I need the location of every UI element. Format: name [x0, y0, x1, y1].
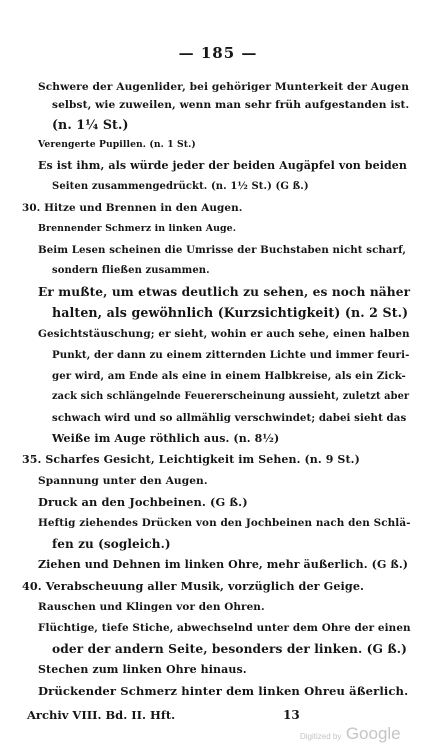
footer-signature: 13 [283, 708, 300, 722]
text-line-4: Verengerte Pupillen. (n. 1 St.) [38, 139, 196, 150]
text-line-17: schwach wird und so allmählig verschwindet; dabei sieht das [52, 412, 407, 424]
text-line-8: Brennender Schmerz in linken Auge. [38, 223, 237, 234]
text-line-9: Beim Lesen scheinen die Umrisse der Buchstaben nicht scharf, [38, 244, 406, 256]
text-line-23: fen zu (sogleich.) [52, 537, 171, 551]
text-line-5: Es ist ihm, als würde jeder der beiden Augäpfel von beiden [38, 159, 407, 172]
text-line-2: selbst, wie zuweilen, wenn man sehr früh aufgestanden ist. [52, 99, 410, 111]
text-line-13: Gesichtstäuschung; er sieht, wohin er auch sehe, einen halben [38, 328, 410, 340]
text-line-27: Flüchtige, tiefe Stiche, abwechselnd unter dem Ohre der einen [38, 622, 411, 634]
text-line-12: halten, als gewöhnlich (Kurzsichtigkeit) (n. 2 St.) [52, 305, 409, 320]
text-line-10: sondern fließen zusammen. [52, 265, 210, 276]
text-line-11: Er mußte, um etwas deutlich zu sehen, es noch näher [38, 285, 411, 299]
text-line-25: 40. Verabscheuung aller Musik, vorzüglich der Geige. [22, 579, 365, 593]
text-line-18: Weiße im Auge röthlich aus. (n. 8½) [52, 432, 280, 445]
text-line-7: 30. Hitze und Brennen in den Augen. [22, 202, 243, 214]
text-line-1: Schwere der Augenlider, bei gehöriger Munterkeit der Augen [38, 81, 410, 93]
text-line-29: Stechen zum linken Ohre hinaus. [38, 663, 247, 676]
text-line-30: Drückender Schmerz hinter dem linken Ohreu äßerlich. [38, 684, 409, 698]
watermark-small-text: Digitized by [300, 732, 342, 741]
footer-volume: Archiv VIII. Bd. II. Hft. [27, 708, 176, 722]
google-watermark [300, 724, 401, 744]
text-line-15: ger wird, am Ende als eine in einem Halbkreise, als ein Zick- [52, 370, 406, 382]
text-line-26: Rauschen und Klingen vor den Ohren. [38, 601, 265, 613]
text-line-19: 35. Scharfes Gesicht, Leichtigkeit im Sehen. (n. 9 St.) [22, 453, 360, 466]
text-line-16: zack sich schlängelnde Feuererscheinung aussieht, zuletzt aber [52, 391, 410, 402]
text-line-21: Druck an den Jochbeinen. (G ß.) [38, 495, 248, 509]
watermark-logo-text: Google [345, 724, 401, 743]
text-line-20: Spannung unter den Augen. [38, 475, 208, 487]
text-line-28: oder der andern Seite, besonders der linken. (G ß.) [52, 642, 407, 656]
text-line-14: Punkt, der dann zu einem zitternden Lichte und immer feuri- [52, 349, 410, 361]
page-number-header: — 185 — [178, 44, 258, 62]
text-line-3: (n. 1¼ St.) [52, 117, 129, 132]
text-line-22: Heftig ziehendes Drücken von den Jochbeinen nach den Schlä- [38, 517, 411, 529]
text-line-24: Ziehen und Dehnen im linken Ohre, mehr äußerlich. (G ß.) [38, 558, 409, 571]
text-line-6: Seiten zusammengedrückt. (n. 1½ St.) (G ß.) [52, 181, 309, 192]
